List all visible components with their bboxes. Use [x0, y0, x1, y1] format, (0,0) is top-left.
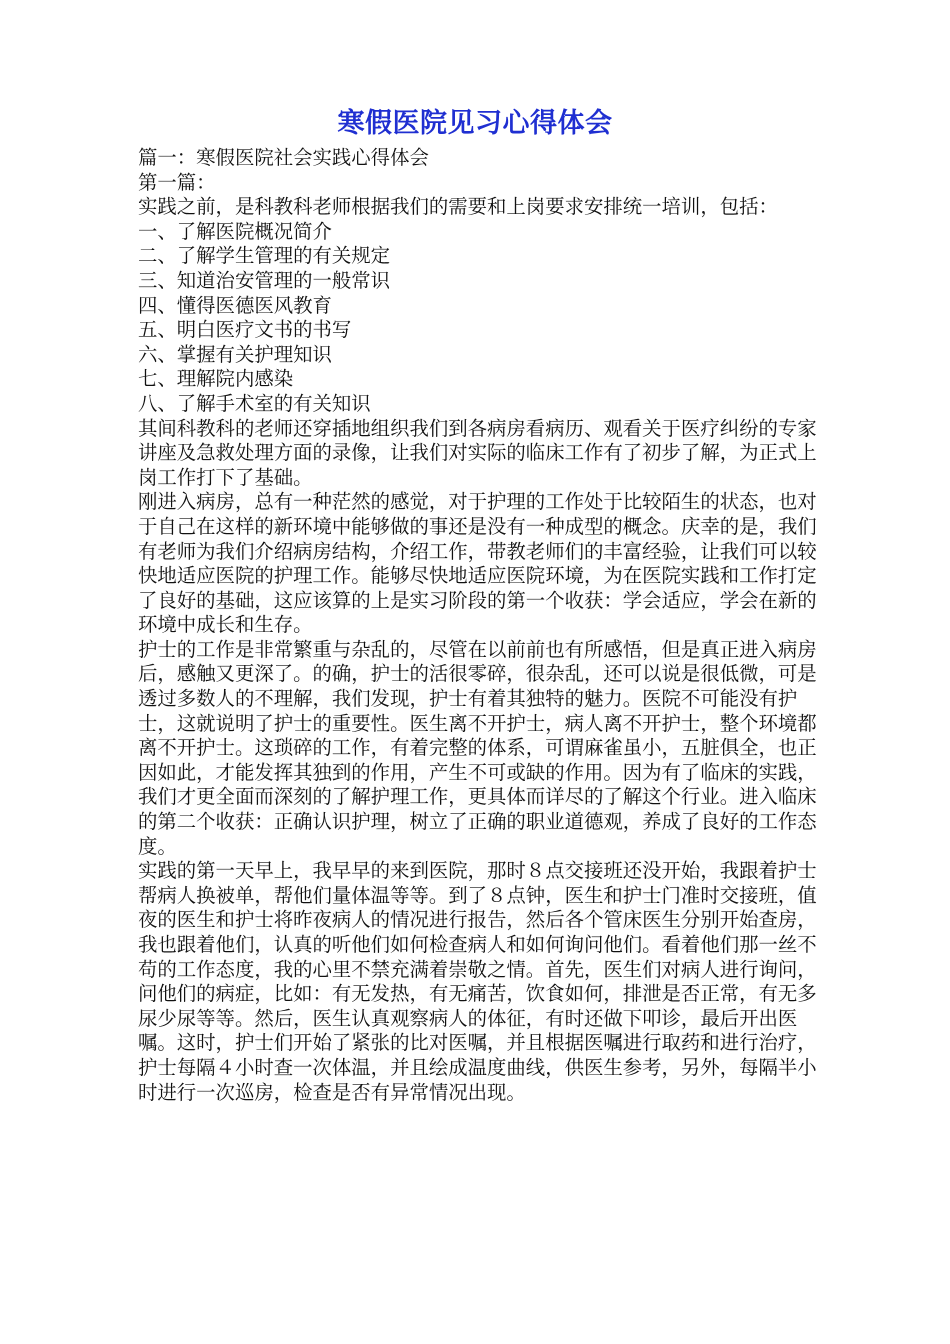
paragraph: 刚进入病房，总有一种茫然的感觉，对于护理的工作处于比较陌生的状态，也对于自己在这样的新环境中能够做的事还是没有一种成型的概念。庆幸的是，我们有老师为我们介绍病房结构，介绍工作，带教老师们的丰富经验，让我们可以较快地适应医院的护理工作。能够尽快地适应医院环境，为在医院实践和工作打定了良好的基础，这应该算的上是实习阶段的第一个收获：学会适应，学会在新的环境中成长和生存。: [138, 490, 817, 637]
list-item: 一、了解医院概况简介: [138, 219, 332, 243]
paragraph: 篇一：寒假医院社会实践心得体会: [138, 146, 429, 169]
document-title: 寒假医院见习心得体会: [337, 108, 613, 139]
list-item: 四、懂得医德医风教育: [138, 293, 332, 317]
paragraph: 护士每隔４小时查一次体温，并且绘成温度曲线，供医生参考，另外，每隔半小时进行一次巡房，检查是否有异常情况出现。: [138, 1055, 817, 1104]
list-item: 七、理解院内感染: [138, 367, 294, 391]
paragraph: 第一篇：: [138, 170, 216, 194]
paragraph: 护士的工作是非常繁重与杂乱的，尽管在以前前也有所感悟，但是真正进入病房后，感触又更深了。的确，护士的活很零碎，很杂乱，还可以说是很低微，可是透过多数人的不理解，我们发现，护士有着其独特的魅力。医院不可能没有护士，这就说明了护士的重要性。医生离不开护士，病人离不开护士，整个环境都离不开护士。这琐碎的工作，有着完整的体系，可谓麻雀虽小，五脏俱全，也正因如此，才能发挥其独到的作用，产生不可或缺的作用。因为有了临床的实践，我们才更全面而深刻的了解护理工作，更具体而详尽的了解这个行业。进入临床的第二个收获：正确认识护理，树立了正确的职业道德观，养成了良好的工作态度。: [138, 637, 817, 858]
paragraph: 实践之前，是科教科老师根据我们的需要和上岗要求安排统一培训，包括：: [138, 195, 778, 219]
list-item: 五、明白医疗文书的书写: [138, 318, 352, 342]
paragraph: 实践的第一天早上，我早早的来到医院，那时８点交接班还没开始，我跟着护士帮病人换被单，帮他们量体温等等。到了８点钟，医生和护士门准时交接班，值夜的医生和护士将昨夜病人的情况进行报告，然后各个管床医生分别开始查房，我也跟着他们，认真的听他们如何检查病人和如何询问他们。看着他们那一丝不苟的工作态度，我的心里不禁充满着崇敬之情。首先，医生们对病人进行询问，问他们的病症，比如：有无发热，有无痛苦，饮食如何，排泄是否正常，有无多尿少尿等等。然后，医生认真观察病人的体征，有时还做下叩诊，最后开出医嘱。这时，护士们开始了紧张的比对医嘱，并且根据医嘱进行取药和进行治疗，: [138, 859, 817, 1055]
list-item: 六、掌握有关护理知识: [138, 342, 332, 366]
list-item: 二、了解学生管理的有关规定: [138, 244, 391, 268]
list-item: 八、了解手术室的有关知识: [138, 391, 371, 415]
document-body: [138, 146, 818, 1105]
list-item: 三、知道治安管理的一般常识: [138, 268, 391, 292]
paragraph: 其间科教科的老师还穿插地组织我们到各病房看病历、观看关于医疗纠纷的专家讲座及急救处理方面的录像，让我们对实际的临床工作有了初步了解，为正式上岗工作打下了基础。: [138, 416, 817, 489]
